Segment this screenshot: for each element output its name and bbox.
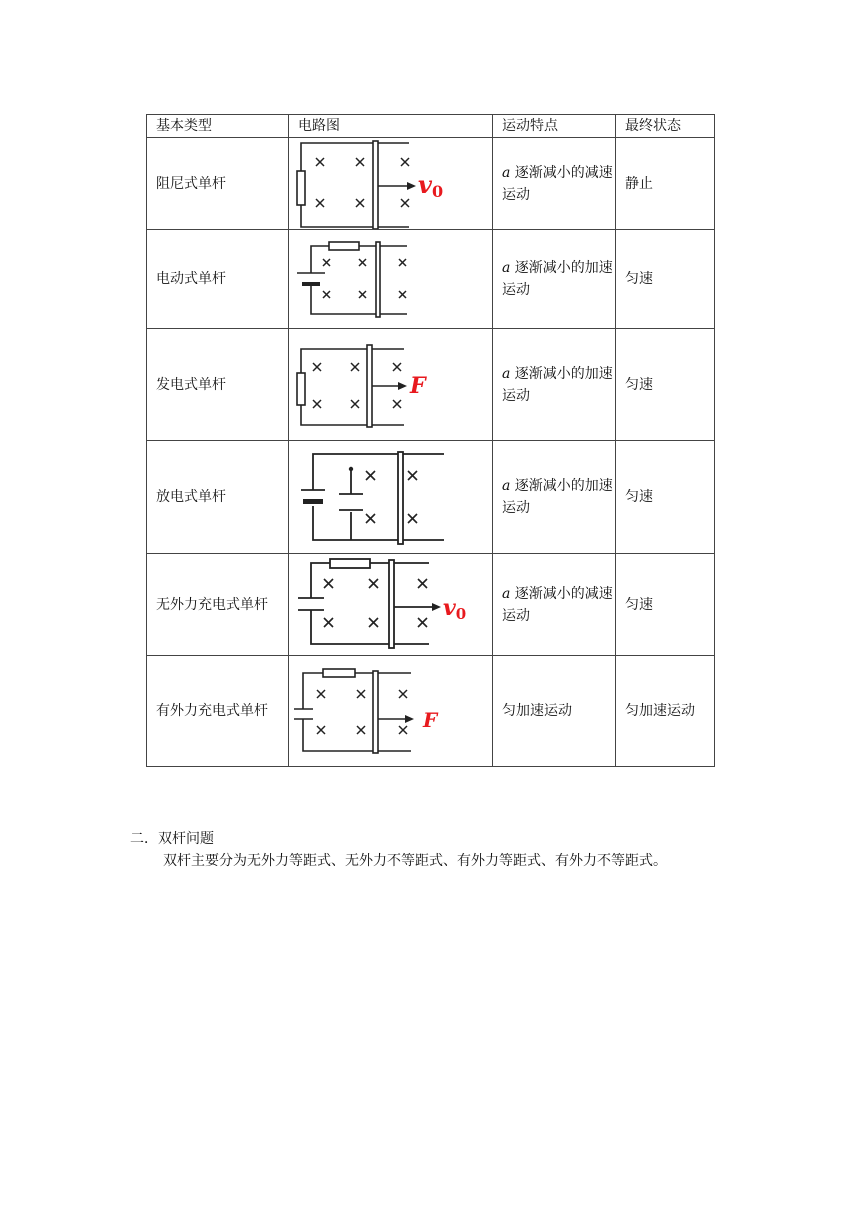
circuit-svg bbox=[289, 231, 492, 328]
circuit-svg bbox=[289, 139, 492, 229]
velocity-label: v0 bbox=[443, 594, 467, 623]
row-type: 电动式单杆 bbox=[147, 230, 289, 329]
circuit-svg bbox=[289, 657, 492, 766]
header-motion: 运动特点 bbox=[493, 115, 616, 138]
table-row bbox=[147, 138, 715, 230]
table-row bbox=[147, 230, 715, 329]
circuit-svg bbox=[289, 555, 492, 655]
table-row bbox=[147, 554, 715, 656]
circuit-diagram-discharge bbox=[289, 441, 493, 554]
row-final: 匀速 bbox=[616, 554, 715, 656]
circuit-diagram-charge-with-force bbox=[289, 656, 493, 767]
table-row bbox=[147, 441, 715, 554]
row-motion: a 逐渐减小的减速运动 bbox=[493, 554, 616, 656]
row-motion: a 逐渐减小的减速运动 bbox=[493, 138, 616, 230]
force-label: F bbox=[410, 372, 426, 399]
row-type: 放电式单杆 bbox=[147, 441, 289, 554]
row-final: 匀速 bbox=[616, 329, 715, 441]
circuit-diagram-damping bbox=[289, 138, 493, 230]
row-final: 匀加速运动 bbox=[616, 656, 715, 767]
row-type: 阻尼式单杆 bbox=[147, 138, 289, 230]
table-header-row bbox=[147, 115, 715, 138]
row-final: 匀速 bbox=[616, 230, 715, 329]
header-diagram: 电路图 bbox=[289, 115, 493, 138]
section-title: 二．双杆问题 bbox=[130, 831, 214, 847]
row-type: 无外力充电式单杆 bbox=[147, 554, 289, 656]
circuit-diagram-motor bbox=[289, 230, 493, 329]
circuit-svg bbox=[289, 330, 492, 440]
table-row bbox=[147, 656, 715, 767]
row-motion: a 逐渐减小的加速运动 bbox=[493, 329, 616, 441]
row-final: 匀速 bbox=[616, 441, 715, 554]
row-motion: 匀加速运动 bbox=[493, 656, 616, 767]
circuit-diagram-charge-no-force bbox=[289, 554, 493, 656]
row-type: 有外力充电式单杆 bbox=[147, 656, 289, 767]
section-body: 双杆主要分为无外力等距式、无外力不等距式、有外力等距式、有外力不等距式。 bbox=[163, 853, 667, 869]
header-type: 基本类型 bbox=[147, 115, 289, 138]
circuit-svg bbox=[289, 442, 492, 553]
header-final: 最终状态 bbox=[616, 115, 715, 138]
row-motion: a 逐渐减小的加速运动 bbox=[493, 441, 616, 554]
circuit-table bbox=[146, 114, 715, 767]
row-type: 发电式单杆 bbox=[147, 329, 289, 441]
row-final: 静止 bbox=[616, 138, 715, 230]
row-motion: a 逐渐减小的加速运动 bbox=[493, 230, 616, 329]
table-row bbox=[147, 329, 715, 441]
circuit-diagram-generator bbox=[289, 329, 493, 441]
force-label: F bbox=[423, 707, 438, 732]
velocity-label: v0 bbox=[418, 169, 444, 201]
